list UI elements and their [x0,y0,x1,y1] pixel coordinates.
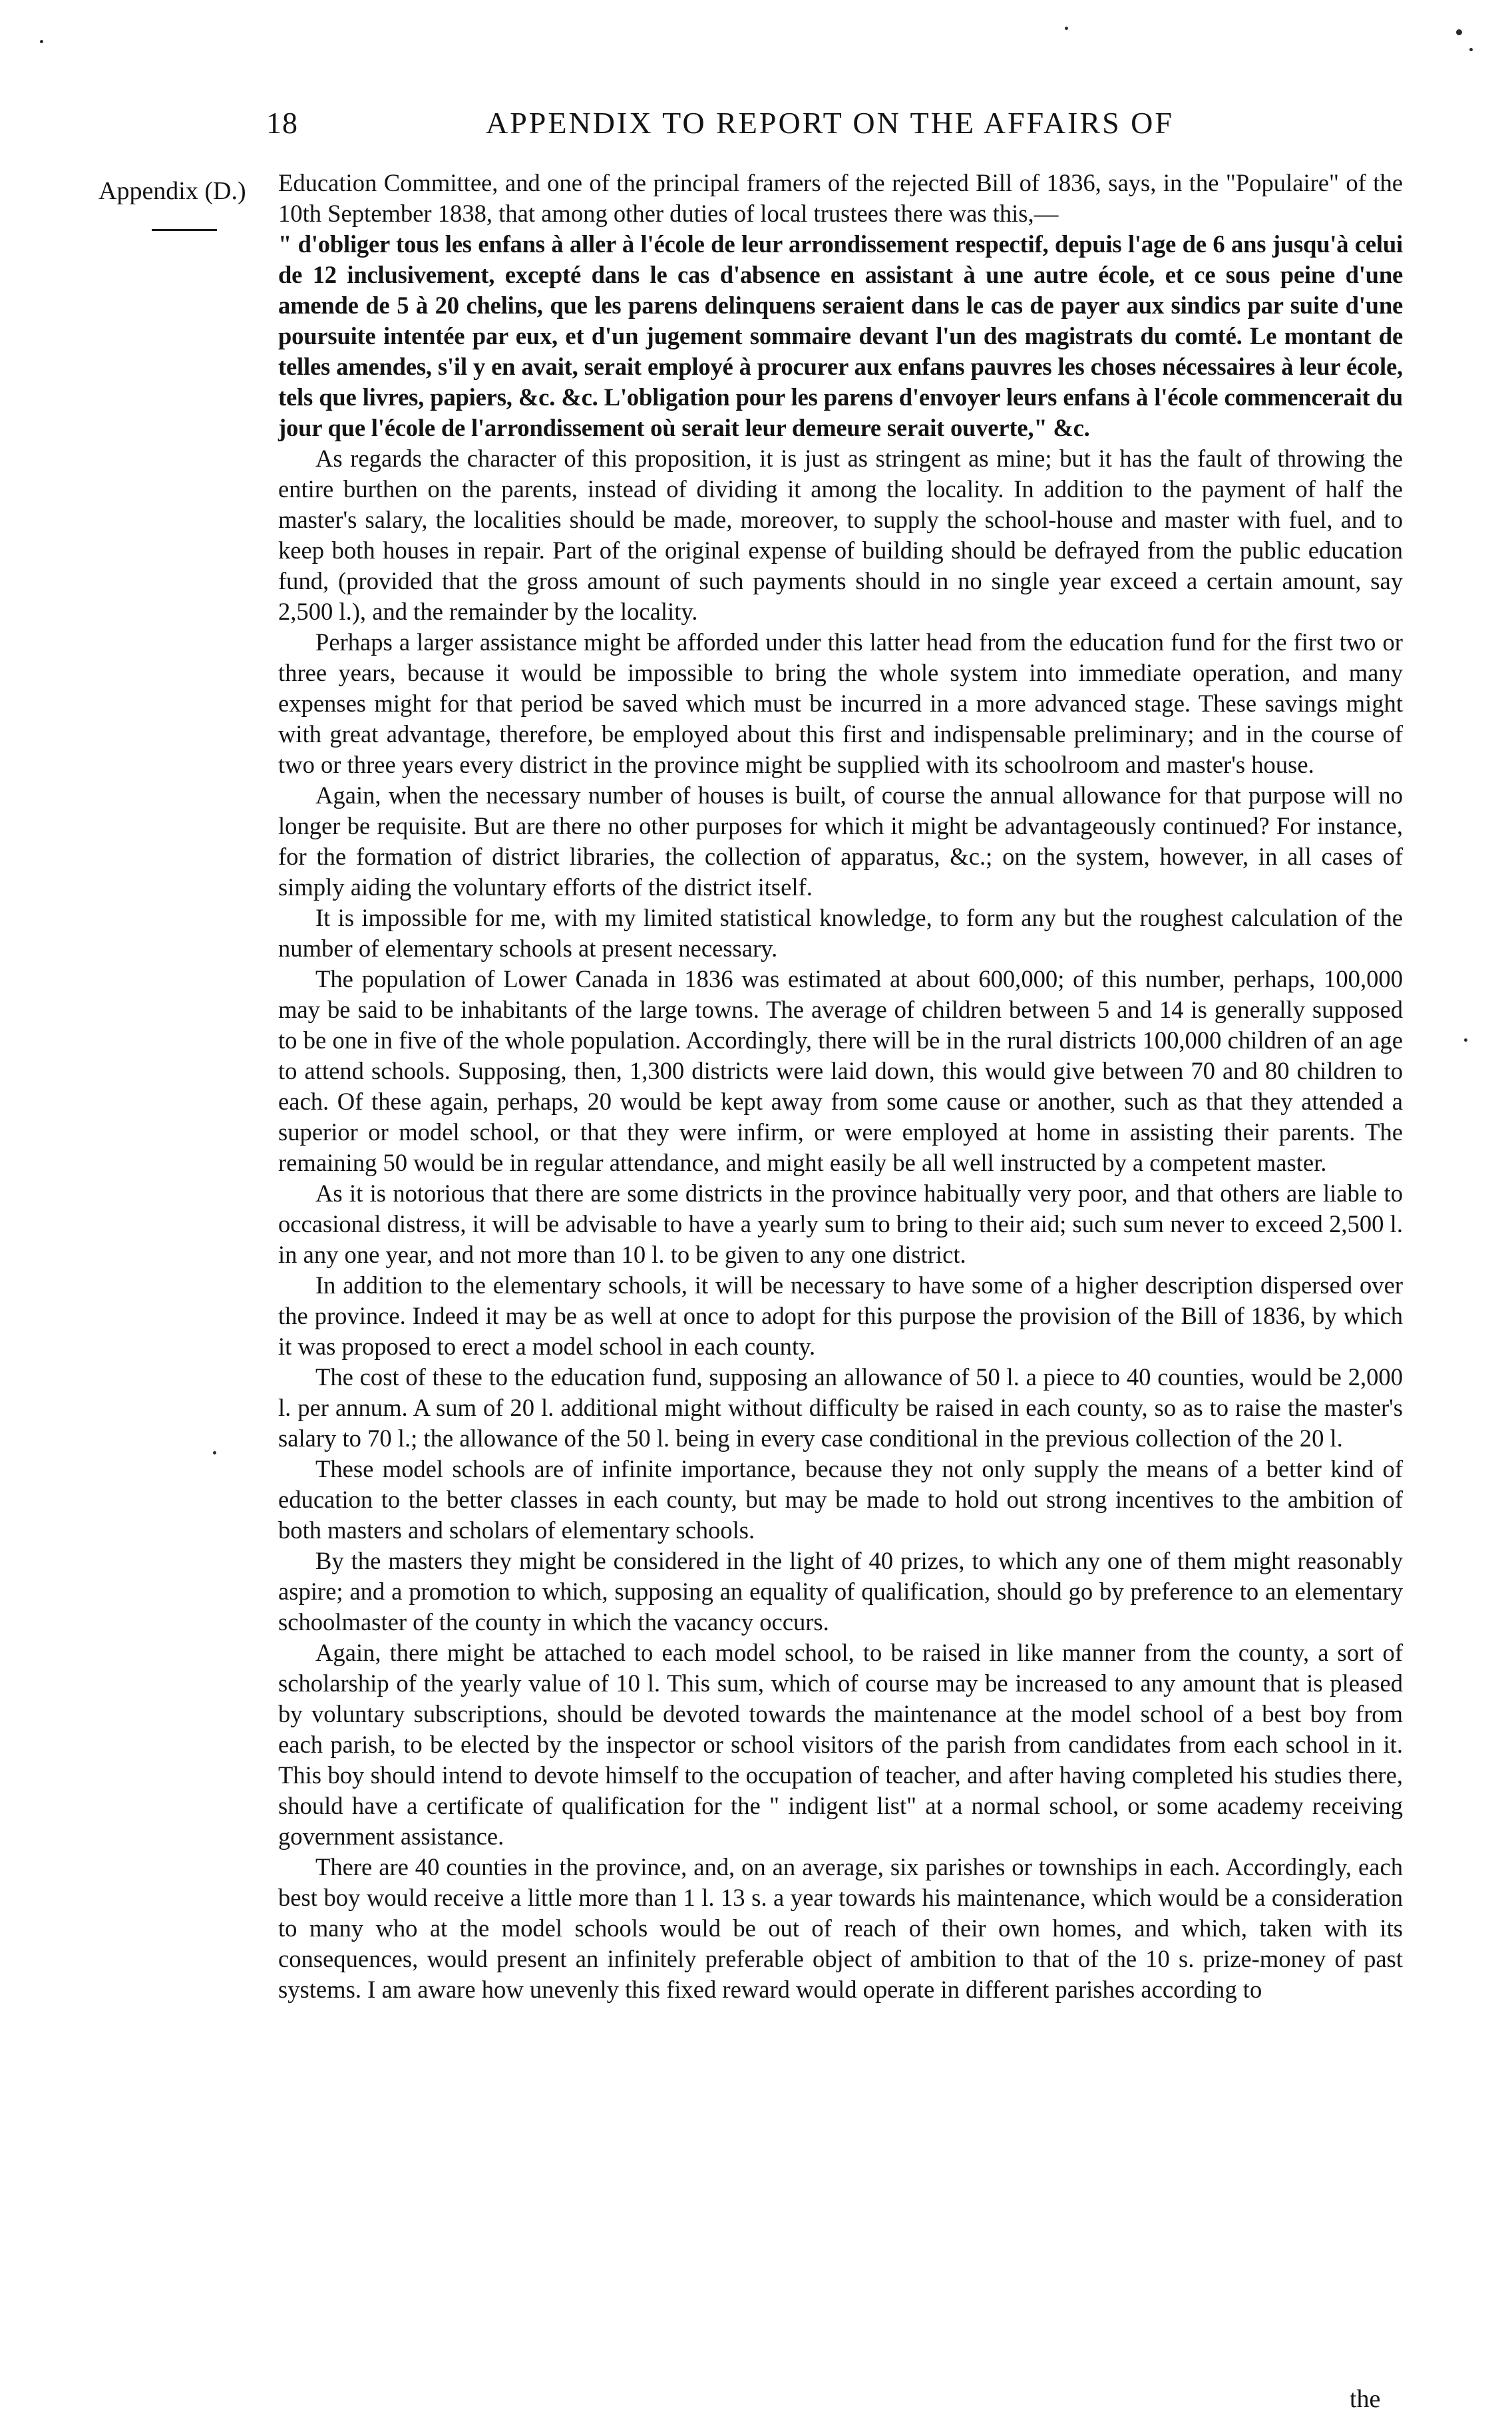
scan-speck [1469,48,1473,51]
scan-speck [40,40,43,43]
catchword: the [1350,2385,1381,2413]
paragraph: The cost of these to the education fund, supposing an allowance of 50 l. a piece to 40 counties, would be 2,000 l. per annum. A sum of 20 l. additional might without difficulty be raised in each county, so as to raise the master's salary to 70 l.; the allowance of the 50 l. being in every case conditional in the previous collection of the 20 l. [278,1363,1403,1452]
paragraph: Perhaps a larger assistance might be afforded under this latter head from the education fund for the first two or three years, because it would be impossible to bring the whole system into immediate operation, and many expenses might for that period be saved which must be incurred in a more advanced stage. These savings might with great advantage, therefore, be employed about this first and indispensable preliminary; and in the course of two or three years every district in the province might be supplied with its schoolroom and master's house. [278,628,1403,778]
paragraph: Again, when the necessary number of houses is built, of course the annual allowance for that purpose will no longer be requisite. But are there no other purposes for which it might be advantageously continued? For instance, for the formation of district libraries, the collection of apparatus, &c.; on the system, however, in all cases of simply aiding the voluntary efforts of the district itself. [278,781,1403,901]
scan-speck [1456,29,1462,35]
scan-speck [1065,27,1068,30]
paragraph-intro: Education Committee, and one of the principal framers of the rejected Bill of 1836, says, in the "Populaire" of the 10th September 1838, that among other duties of local trustees there was this,— [278,169,1403,227]
page-header [266,105,1398,152]
paragraph-french-quote: " d'obliger tous les enfans à aller à l'école de leur arrondissement respectif, depuis l'age de 6 ans jusqu'à celui de 12 inclusivement, excepté dans le cas d'absence en assistant à une autre école, et ce sous peine d'une amende de 5 à 20 chelins, que les parens delinquens seraient dans le cas de payer aux sindics par suite d'une poursuite intentée par eux, et d'un jugement sommaire devant l'un des magistrats du comté. Le montant de telles amendes, s'il y en avait, serait employé à procurer aux enfans pauvres les choses nécessaires à leur école, tels que livres, papiers, &c. &c. L'obligation pour les parens d'envoyer leurs enfans à l'école commencerait du jour que l'école de l'arrondissement où serait leur demeure serait ouverte," &c. [278,230,1403,441]
paragraph: It is impossible for me, with my limited statistical knowledge, to form any but the roughest calculation of the number of elementary schools at present necessary. [278,904,1403,962]
paragraph: Again, there might be attached to each model school, to be raised in like manner from the county, a sort of scholarship of the yearly value of 10 l. This sum, which of course may be increased to any amount that is pleased by voluntary subscriptions, should be devoted towards the maintenance at the model school of a best boy from each parish, to be elected by the inspector or school visitors of the parish from candidates from each school in it. This boy should intend to devote himself to the occupation of teacher, and after having completed his studies there, should have a certificate of qualification for the " indigent list" at a normal school, or some academy receiving government assistance. [278,1639,1403,1850]
scan-speck [1464,1038,1467,1042]
paragraph: As regards the character of this proposition, it is just as stringent as mine; but it has the fault of throwing the entire burthen on the parents, instead of dividing it among the locality. In addition to the payment of half the master's salary, the localities should be made, moreover, to supply the school-house and master with fuel, and to keep both houses in repair. Part of the original expense of building should be defrayed from the public education fund, (provided that the gross amount of such payments should in no single year exceed a certain amount, say 2,500 l.), and the remainder by the locality. [278,445,1403,625]
page-number: 18 [266,106,298,140]
paragraph: The population of Lower Canada in 1836 was estimated at about 600,000; of this number, perhaps, 100,000 may be said to be inhabitants of the large towns. The average of children between 5 and 14 is generally supposed to be one in five of the whole population. Accordingly, there will be in the rural districts 100,000 children of an age to attend schools. Supposing, then, 1,300 districts were laid down, this would give between 70 and 80 children to each. Of these again, perhaps, 20 would be kept away from some cause or another, such as that they attended a superior or model school, or that they were infirm, or were employed at home in assisting their parents. The remaining 50 would be in regular attendance, and might easily be all well instructed by a competent master. [278,965,1403,1176]
paragraph: These model schools are of infinite importance, because they not only supply the means of a better kind of education to the better classes in each county, but may be made to hold out strong incentives to the ambition of both masters and scholars of elementary schools. [278,1455,1403,1544]
running-title: APPENDIX TO REPORT ON THE AFFAIRS OF [486,106,1174,140]
scan-speck [213,1451,216,1454]
paragraph: In addition to the elementary schools, it will be necessary to have some of a higher description dispersed over the province. Indeed it may be as well at once to adopt for this purpose the provision of the Bill of 1836, by which it was proposed to erect a model school in each county. [278,1271,1403,1360]
paragraph: There are 40 counties in the province, and, on an average, six parishes or townships in each. Accordingly, each best boy would receive a little more than 1 l. 13 s. a year towards his maintenance, which would be a consideration to many who at the model schools would be out of reach of their own homes, and which, taken with its consequences, would present an infinitely preferable object of ambition to that of the 10 s. prize-money of past systems. I am aware how unevenly this fixed reward would operate in different parishes according to [278,1853,1403,2003]
body-text [278,168,1403,2005]
paragraph: As it is notorious that there are some districts in the province habitually very poor, and that others are liable to occasional distress, it will be advisable to have a yearly sum to bring to their aid; such sum never to exceed 2,500 l. in any one year, and not more than 10 l. to be given to any one district. [278,1180,1403,1268]
paragraph: By the masters they might be considered in the light of 40 prizes, to which any one of them might reasonably aspire; and a promotion to which, supposing an equality of qualification, should go by preference to an elementary schoolmaster of the county in which the vacancy occurs. [278,1547,1403,1636]
margin-note-appendix: Appendix (D.) [98,177,246,205]
margin-rule [152,229,217,231]
